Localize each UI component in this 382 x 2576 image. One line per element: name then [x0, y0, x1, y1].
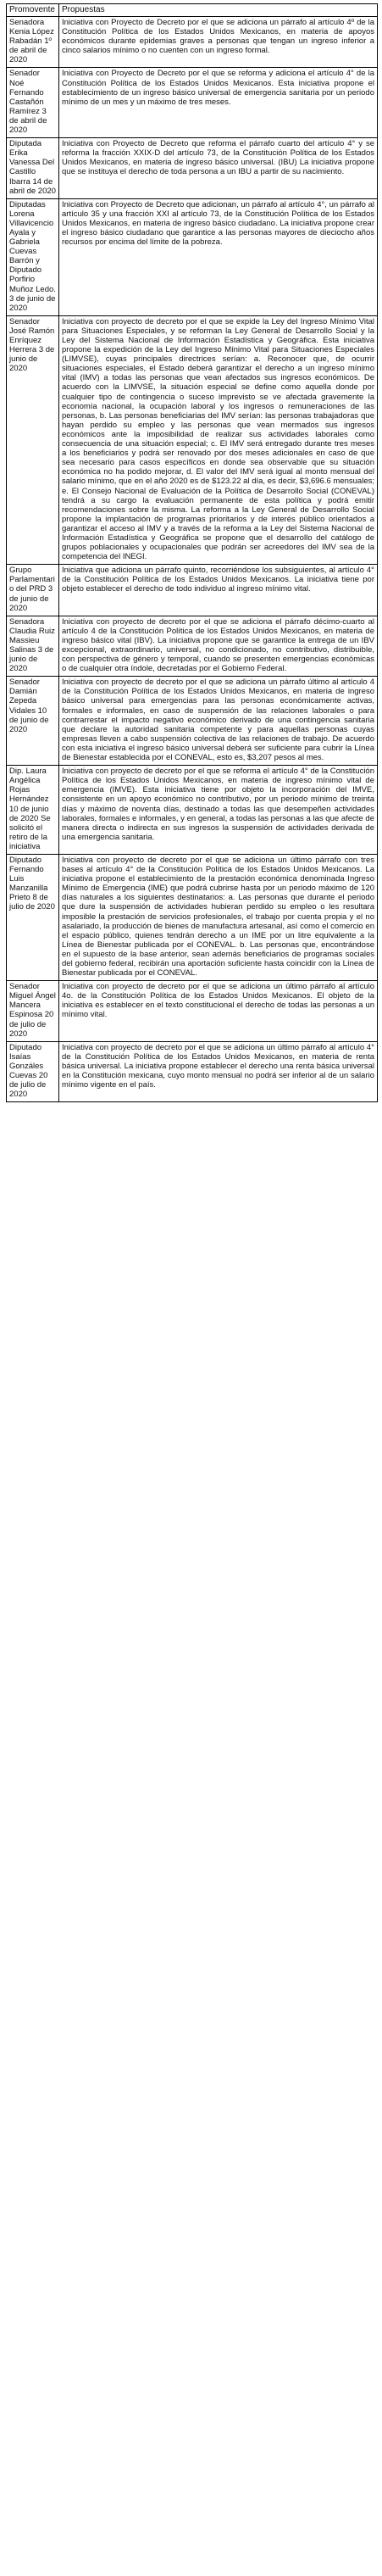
promovente-cell: Grupo Parlamentario del PRD 3 de junio de 2020	[7, 565, 59, 616]
table-row	[7, 981, 378, 1042]
table-row	[7, 677, 378, 766]
table-row	[7, 565, 378, 616]
table-row	[7, 17, 378, 68]
promovente-cell: Senador Damián Zepeda Vidales 10 de junio de 2020	[7, 677, 59, 766]
table-row	[7, 198, 378, 315]
propuesta-cell: Iniciativa con proyecto de decreto por el que se reforma el artículo 4° de la Constitución Política de los Estados Unidos Mexicanos, en materia de ingreso mínimo vital de emergencia (IMVE). Esta iniciativa tiene por objeto la incorporación del IMVE, consistente en un apoyo económico no contributivo, por un periodo mínimo de treinta días y máximo de noventa días, destinado a todas las que desempeñen actividades laborales, formales e informales, y en general, a todas las personas a las que afecte de manera directa o indirecta en sus ingresos la suspensión de actividades derivada de una emergencia sanitaria.	[59, 766, 378, 855]
propuesta-cell: Iniciativa con Proyecto de Decreto que adicionan, un párrafo al artículo 4°, un párrafo al artículo 35 y una fracción XXI al artículo 73, de la Constitución Política de los Estados Unidos Mexicanos, en materia de ingreso básico ciudadano. La iniciativa propone crear el ingreso básico ciudadano que garantice a las personas mayores de dieciocho años recursos por encima del límite de la pobreza.	[59, 198, 378, 315]
promovente-cell: Diputadas Lorena Villavicencio Ayala y Gabriela Cuevas Barrón y Diputado Porfirio Muñoz Ledo. 3 de junio de 2020	[7, 198, 59, 315]
promovente-cell: Dip. Laura Angélica Rojas Hernández 10 de junio de 2020 Se solicitó el retiro de la iniciativa	[7, 766, 59, 855]
header-propuestas: Propuestas	[59, 4, 378, 17]
table-row	[7, 854, 378, 980]
propuesta-cell: Iniciativa con proyecto de decreto por el que se adiciona un párrafo último al artículo 4 de la Constitución Política de los Estados Unidos Mexicanos, en materia de ingreso básico universal para emergencias para las personas económicamente activas, formales e informales, en caso de suspensión de las relaciones laborales o para contrarrestar el impacto negativo económico derivado de una contingencia sanitaria que declare la autoridad sanitaria competente y para aquellas personas cuyas empresas lleven a cabo suspensión colectiva de las relaciones de trabajo. De acuerdo con esta iniciativa el ingreso básico universal deberá ser suficiente para cubrir la Línea de Bienestar establecida por el CONEVAL, esto es, $3,207 pesos al mes.	[59, 677, 378, 766]
promovente-cell: Diputado Fernando Luis Manzanilla Prieto 8 de julio de 2020	[7, 854, 59, 980]
table-header-row	[7, 4, 378, 17]
header-promovente: Promovente	[7, 4, 59, 17]
propuesta-cell: Iniciativa que adiciona un párrafo quinto, recorriéndose los subsiguientes, al artículo 4° de la Constitución Política de los Estados Unidos Mexicanos. La iniciativa tiene por objeto establecer el derecho de todo individuo al ingreso mínimo vital.	[59, 565, 378, 616]
table-row	[7, 68, 378, 138]
promovente-cell: Senadora Claudia Ruiz Massieu Salinas 3 de junio de 2020	[7, 616, 59, 677]
propuesta-cell: Iniciativa con proyecto de decreto por el que se adiciona un último párrafo al artículo 4° de la Constitución Política de los Estados Unidos Mexicanos, en materia de renta básica universal. La iniciativa propone establecer el derecho una renta básica universal en la Constitución mexicana, cuyo monto mensual no podrá ser inferior al de un salario mínimo vigente en el país.	[59, 1041, 378, 1102]
table-row	[7, 138, 378, 199]
promovente-cell: Senador Miguel Ángel Mancera Espinosa 20 de julio de 2020	[7, 981, 59, 1042]
promovente-cell: Senador José Ramón Enríquez Herrera 3 de junio de 2020	[7, 315, 59, 564]
propuesta-cell: Iniciativa con Proyecto de Decreto por el que se adiciona un párrafo al artículo 4º de la Constitución Política de los Estados Unidos Mexicanos, en materia de apoyos económicos durante epidemias graves a personas que tengan un ingreso inferior a cinco salarios mínimo o no cuenten con un ingreso formal.	[59, 17, 378, 68]
initiatives-table	[6, 3, 378, 1102]
table-row	[7, 766, 378, 855]
table-row	[7, 315, 378, 564]
propuesta-cell: Iniciativa con proyecto de decreto por el que se adiciona el párrafo décimo-cuarto al artículo 4 de la Constitución Política de los Estados Unidos Mexicanos, en materia de ingreso básico vital (IBV). La iniciativa propone que se garantice la entrega de un IBV excepcional, extraordinario, universal, no condicionado, no contributivo, distribuible, con perspectiva de género y temporal, cuando se presenten emergencias económicas o de cualquier otra índole, decretadas por el Gobierno Federal.	[59, 616, 378, 677]
promovente-cell: Diputada Erika Vanessa Del Castillo Ibarra 14 de abril de 2020	[7, 138, 59, 199]
propuesta-cell: Iniciativa con Proyecto de Decreto que reforma el párrafo cuarto del artículo 4° y se reforma la fracción XXIX-D del artículo 73, de la Constitución Política de los Estados Unidos Mexicanos, en materia de ingreso básico universal. (IBU) La iniciativa propone que se instituya el derecho de toda persona a un IBU a partir de su nacimiento.	[59, 138, 378, 199]
propuesta-cell: Iniciativa con proyecto de decreto por el que se adiciona un último párrafo al artículo 4o. de la Constitución Política de los Estados Unidos Mexicanos. El objeto de la iniciativa es establecer en el texto constitucional el derecho de todas las personas a un mínimo vital.	[59, 981, 378, 1042]
promovente-cell: Diputado Isaías Gonzáles Cuevas 20 de julio de 2020	[7, 1041, 59, 1102]
table-row	[7, 1041, 378, 1102]
page	[0, 0, 382, 1102]
table-row	[7, 616, 378, 677]
propuesta-cell: Iniciativa con proyecto de decreto por el que se adiciona un último párrafo con tres bases al artículo 4° de la Constitución Política de los Estados Unidos Mexicanos. La iniciativa propone el establecimiento de la prestación económica denominada Ingreso Mínimo de Emergencia (IME) que podrá cubrirse hasta por un periodo máximo de 120 días naturales a los siguientes destinatarios: a. Las personas que durante el periodo que dure la suspensión de actividades hubieran perdido su empleo o les resultara imposible la prestación de servicios profesionales, el trabajo por cuenta propia y el no asalariado, la producción de bienes de manufactura artesanal, así como el comercio en el espacio público, quienes tendrán derecho a un IME por un litre equivalente a la Línea de Bienestar publicada por el CONEVAL. b. Las personas que, encontrándose en el supuesto de la base anterior, sean además beneficiarios de programas sociales del gobierno federal, recibirán una aportación suficiente hasta coincidir con la Línea de Bienestar publicada por el CONEVAL.	[59, 854, 378, 980]
promovente-cell: Senador Noé Fernando Castañón Ramírez 3 de abril de 2020	[7, 68, 59, 138]
propuesta-cell: Iniciativa con proyecto de decreto por el que se expide la Ley del Ingreso Mínimo Vital para Situaciones Especiales, y se reforman la Ley General de Desarrollo Social y la Ley del Sistema Nacional de Información Estadística y Geográfica. Esta iniciativa propone la expedición de la Ley del Ingreso Mínimo Vital para Situaciones Especiales (LIMVSE), cuyas principales directrices serían: a. Reconocer que, de ocurrir situaciones especiales, el Estado deberá garantizar el derecho a un ingreso mínimo vital (IMV) a todas las personas que vean afectados sus ingresos económicos. De acuerdo con la LIMVSE, la situación especial se define como aquella donde por cualquier tipo de contingencia o suceso imprevisto se ve afectada gravemente la economía nacional, la ocupación laboral y los ingresos o remuneraciones de las personas, b. Las personas beneficiarias del IMV serían: las personas trabajadoras que hayan perdido su empleo y las personas que vean mermados sus ingresos económicos ante la imposibilidad de realizar sus actividades laborales como consecuencia de una situación especial; c. El IMV será entregado durante tres meses a los beneficiarios y podrá ser renovado por dos meses adicionales en caso de que sea necesario para casos específicos en donde sea observable que su situación económica no ha podido mejorar, d. El valor del IMV será igual al monto mensual del salario mínimo, que en el año 2020 es de $123.22 al día, es decir, $3,696.6 mensuales; e. El Consejo Nacional de Evaluación de la Política de Desarrollo Social (CONEVAL) tendrá a su cargo la evaluación permanente de esta política y podrá emitir recomendaciones sobre la misma. La reforma a la Ley General de Desarrollo Social propone la implantación de programas prioritarios y de interés público orientados a garantizar el acceso al IMV y a través de la reforma a la Ley del Sistema Nacional de Información Estadística y Geográfica se propone que el desarrollo del catálogo de grupos poblacionales y ocupacionales que podrán ser acreedores del IMV sea de la competencia del INEGI.	[59, 315, 378, 564]
promovente-cell: Senadora Kenia López Rabadán 1º de abril de 2020	[7, 17, 59, 68]
propuesta-cell: Iniciativa con Proyecto de Decreto por el que se reforma y adiciona el artículo 4° de la Constitución Política de los Estados Unidos Mexicanos. Esta iniciativa propone el establecimiento de un ingreso básico universal de emergencia sanitaria por un periodo mínimo de un mes y un máximo de tres meses.	[59, 68, 378, 138]
